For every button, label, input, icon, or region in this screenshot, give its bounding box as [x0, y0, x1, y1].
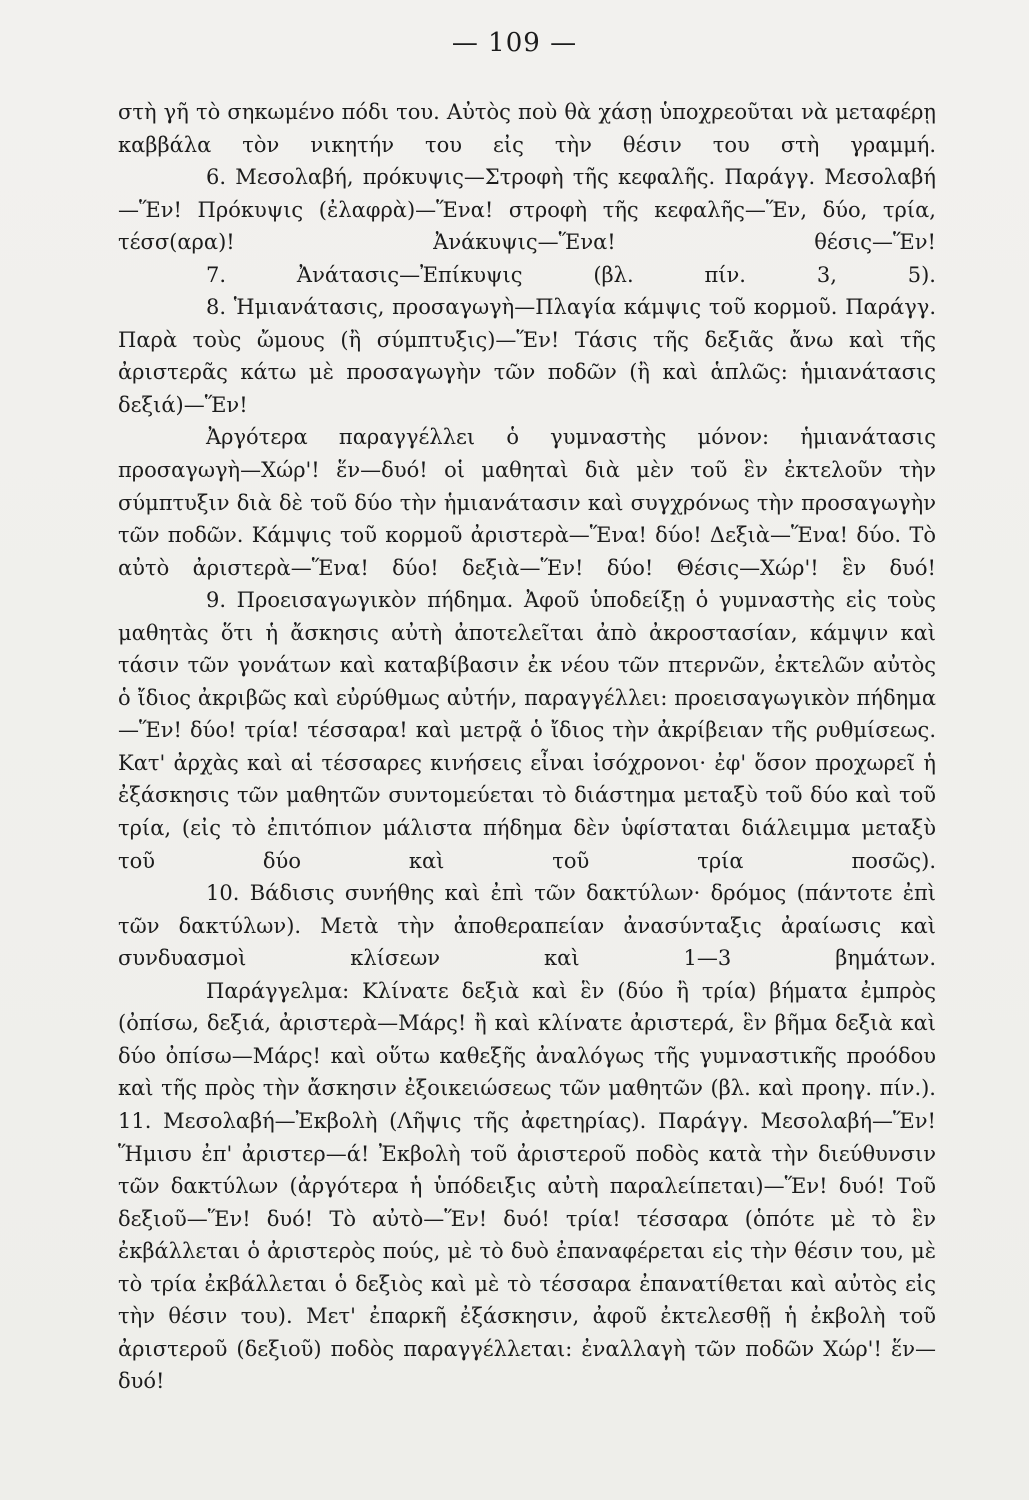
- paragraph: 8. Ἡμιανάτασις, προσαγωγὴ—Πλαγία κάμψις τοῦ κορμοῦ. Παράγγ. Παρὰ τοὺς ὤμους (ἢ σύμπτυξις)—Ἕν! Τάσις τῆς δεξιᾶς ἄνω καὶ τῆς ἀριστερᾶς κάτω μὲ προσαγωγὴν τῶν ποδῶν (ἢ καὶ ἁπλῶς: ἡμιανάτασις δεξιά)—Ἕν!: [118, 295, 936, 417]
- paragraph: 11. Μεσολαβή—Ἐκβολὴ (Λῆψις τῆς ἀφετηρίας). Παράγγ. Μεσολαβή—Ἕν! Ἥμισυ ἐπ' ἀριστερ—ά! Ἐκβολὴ τοῦ ἀριστεροῦ ποδὸς κατὰ τὴν διεύθυνσιν τῶν δακτύλων (ἀργότερα ἡ ὑπόδειξις αὐτὴ παραλείπεται)—Ἕν! δυό! Τοῦ δεξιοῦ—Ἕν! δυό! Τὸ αὐτὸ—Ἕν! δυό! τρία! τέσσαρα (ὁπότε μὲ τὸ ἓν ἐκβάλλεται ὁ ἀριστερὸς πούς, μὲ τὸ δυὸ ἐπαναφέρεται εἰς τὴν θέσιν του, μὲ τὸ τρία ἐκβάλλεται ὁ δεξιὸς καὶ μὲ τὸ τέσσαρα ἐπανατίθεται καὶ αὐτὸς εἰς τὴν θέσιν του). Μετ' ἐπαρκῆ ἐξάσκησιν, ἀφοῦ ἐκτελεσθῇ ἡ ἐκβολὴ τοῦ ἀριστεροῦ (δεξιοῦ) ποδὸς παραγγέλλεται: ἐναλλαγὴ τῶν ποδῶν Χώρ'! ἕν—δυό!: [118, 1108, 936, 1394]
- paragraph: 9. Προεισαγωγικὸν πήδημα. Ἀφοῦ ὑποδείξῃ ὁ γυμναστὴς εἰς τοὺς μαθητὰς ὅτι ἡ ἄσκησις αὐτὴ ἀποτελεῖται ἀπὸ ἀκροστασίαν, κάμψιν καὶ τάσιν τῶν γονάτων καὶ καταβίβασιν ἐκ νέου τῶν πτερνῶν, ἐκτελῶν αὐτὸς ὁ ἴδιος ἀκριβῶς καὶ εὐρύθμως αὐτήν, παραγγέλλει: προεισαγωγικὸν πήδημα—Ἕν! δύο! τρία! τέσσαρα! καὶ μετρᾷ ὁ ἴδιος τὴν ἀκρίβειαν τῆς ρυθμίσεως. Κατ' ἀρχὰς καὶ αἱ τέσσαρες κινήσεις εἶναι ἰσόχρονοι· ἐφ' ὅσον προχωρεῖ ἡ ἐξάσκησις τῶν μαθητῶν συντομεύεται τὸ διάστημα μεταξὺ τοῦ δύο καὶ τοῦ τρία, (εἰς τὸ ἐπιτόπιον μάλιστα πήδημα δὲν ὑφίσταται διάλειμμα μεταξὺ τοῦ δύο καὶ τοῦ τρία ποσῶς).: [118, 588, 936, 873]
- text-body: [118, 96, 936, 1398]
- paragraph: 10. Βάδισις συνήθης καὶ ἐπὶ τῶν δακτύλων· δρόμος (πάντοτε ἐπὶ τῶν δακτύλων). Μετὰ τὴν ἀποθεραπείαν ἀνασύνταξις ἀραίωσις καὶ συνδυασμοὶ κλίσεων καὶ 1—3 βημάτων.: [118, 881, 936, 971]
- page-number: — 109 —: [451, 28, 578, 58]
- paragraph: Παράγγελμα: Κλίνατε δεξιὰ καὶ ἓν (δύο ἢ τρία) βήματα ἐμπρὸς (ὀπίσω, δεξιά, ἀριστερὰ—Μάρς! ἢ καὶ κλίνατε ἀριστερά, ἓν βῆμα δεξιὰ καὶ δύο ὀπίσω—Μάρς! καὶ οὕτω καθεξῆς ἀναλόγως τῆς γυμναστικῆς προόδου καὶ τῆς πρὸς τὴν ἄσκησιν ἐξοικειώσεως τῶν μαθητῶν (βλ. καὶ προηγ. πίν.).: [118, 978, 936, 1101]
- paragraph: 6. Μεσολαβή, πρόκυψις—Στροφὴ τῆς κεφαλῆς. Παράγγ. Μεσολαβή—Ἕν! Πρόκυψις (ἐλαφρὰ)—Ἕνα! στροφὴ τῆς κεφαλῆς—Ἕν, δύο, τρία, τέσσ(αρα)! Ἀνάκυψις—Ἕνα! θέσις—Ἕν!: [118, 165, 936, 255]
- paragraph: 7. Ἀνάτασις—Ἐπίκυψις (βλ. πίν. 3, 5).: [206, 262, 936, 287]
- paragraph: Ἀργότερα παραγγέλλει ὁ γυμναστὴς μόνον: ἡμιανάτασις προσαγωγὴ—Χώρ'! ἕν—δυό! οἱ μαθηταὶ διὰ μὲν τοῦ ἓν ἐκτελοῦν τὴν σύμπτυξιν διὰ δὲ τοῦ δύο τὴν ἡμιανάτασιν καὶ συγχρόνως τὴν προσαγωγὴν τῶν ποδῶν. Κάμψις τοῦ κορμοῦ ἀριστερὰ—Ἕνα! δύο! Δεξιὰ—Ἕνα! δύο. Τὸ αὐτὸ ἀριστερὰ—Ἕνα! δύο! δεξιὰ—Ἕν! δύο! Θέσις—Χώρ'! ἓν δυό!: [118, 425, 936, 580]
- paragraph: στὴ γῆ τὸ σηκωμένο πόδι του. Αὐτὸς ποὺ θὰ χάσῃ ὑποχρεοῦται νὰ μεταφέρῃ καββάλα τὸν νικητήν του εἰς τὴν θέσιν του στὴ γραμμή.: [118, 100, 936, 157]
